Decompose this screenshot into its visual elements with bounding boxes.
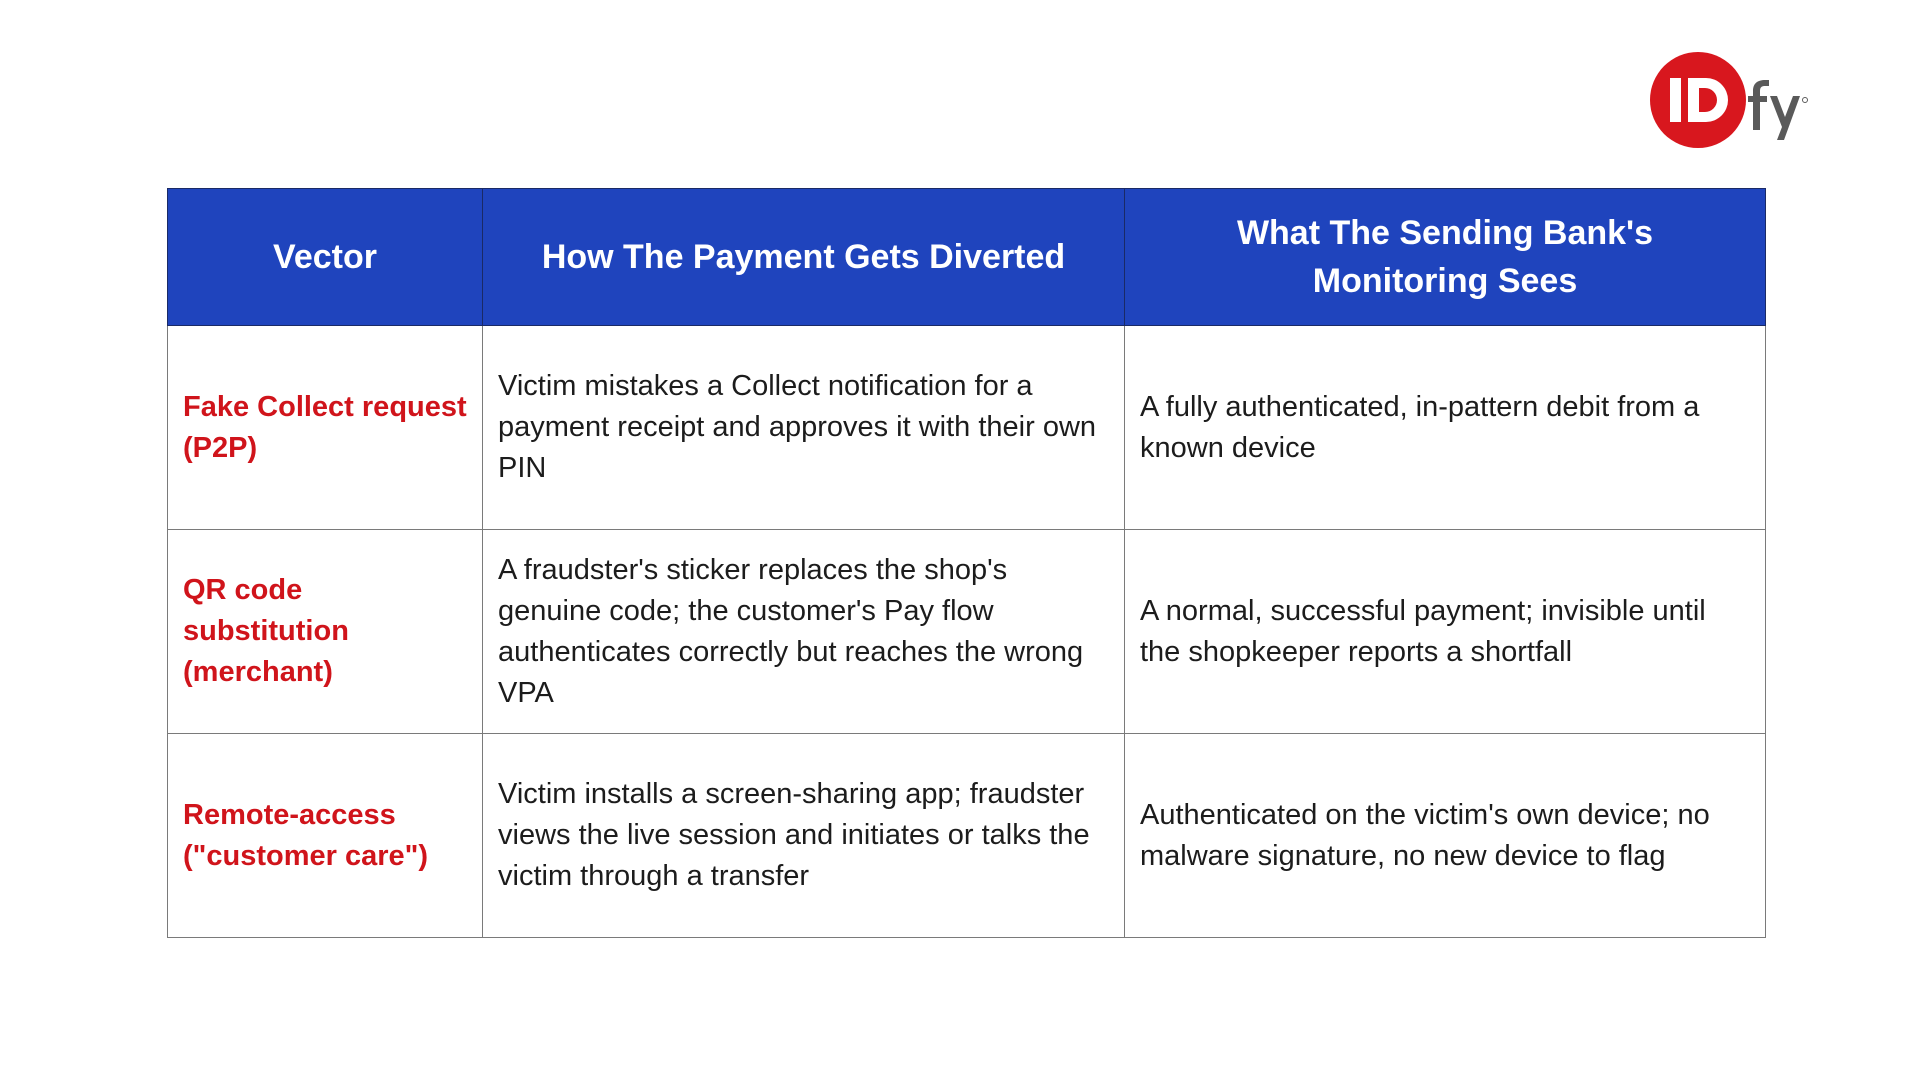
vector-cell: QR code substitution (merchant) — [168, 530, 483, 734]
fraud-vector-table — [167, 188, 1765, 938]
vector-cell: Fake Collect request (P2P) — [168, 326, 483, 530]
table-row — [168, 326, 1766, 530]
comparison-table — [167, 188, 1766, 938]
diversion-cell: A fraudster's sticker replaces the shop's genuine code; the customer's Pay flow authenticates correctly but reaches the wrong VPA — [483, 530, 1125, 734]
diversion-cell: Victim installs a screen-sharing app; fraudster views the live session and initiates or talks the victim through a transfer — [483, 734, 1125, 938]
table-header-row — [168, 189, 1766, 326]
header-monitoring: What The Sending Bank's Monitoring Sees — [1125, 189, 1766, 326]
vector-cell: Remote-access ("customer care") — [168, 734, 483, 938]
monitoring-cell: A fully authenticated, in-pattern debit from a known device — [1125, 326, 1766, 530]
header-vector: Vector — [168, 189, 483, 326]
monitoring-cell: Authenticated on the victim's own device; no malware signature, no new device to flag — [1125, 734, 1766, 938]
header-diversion: How The Payment Gets Diverted — [483, 189, 1125, 326]
idfy-logo-icon — [1648, 50, 1828, 150]
table-row — [168, 530, 1766, 734]
idfy-logo — [1648, 50, 1828, 150]
diversion-cell: Victim mistakes a Collect notification for a payment receipt and approves it with their own PIN — [483, 326, 1125, 530]
monitoring-cell: A normal, successful payment; invisible until the shopkeeper reports a shortfall — [1125, 530, 1766, 734]
table-row — [168, 734, 1766, 938]
